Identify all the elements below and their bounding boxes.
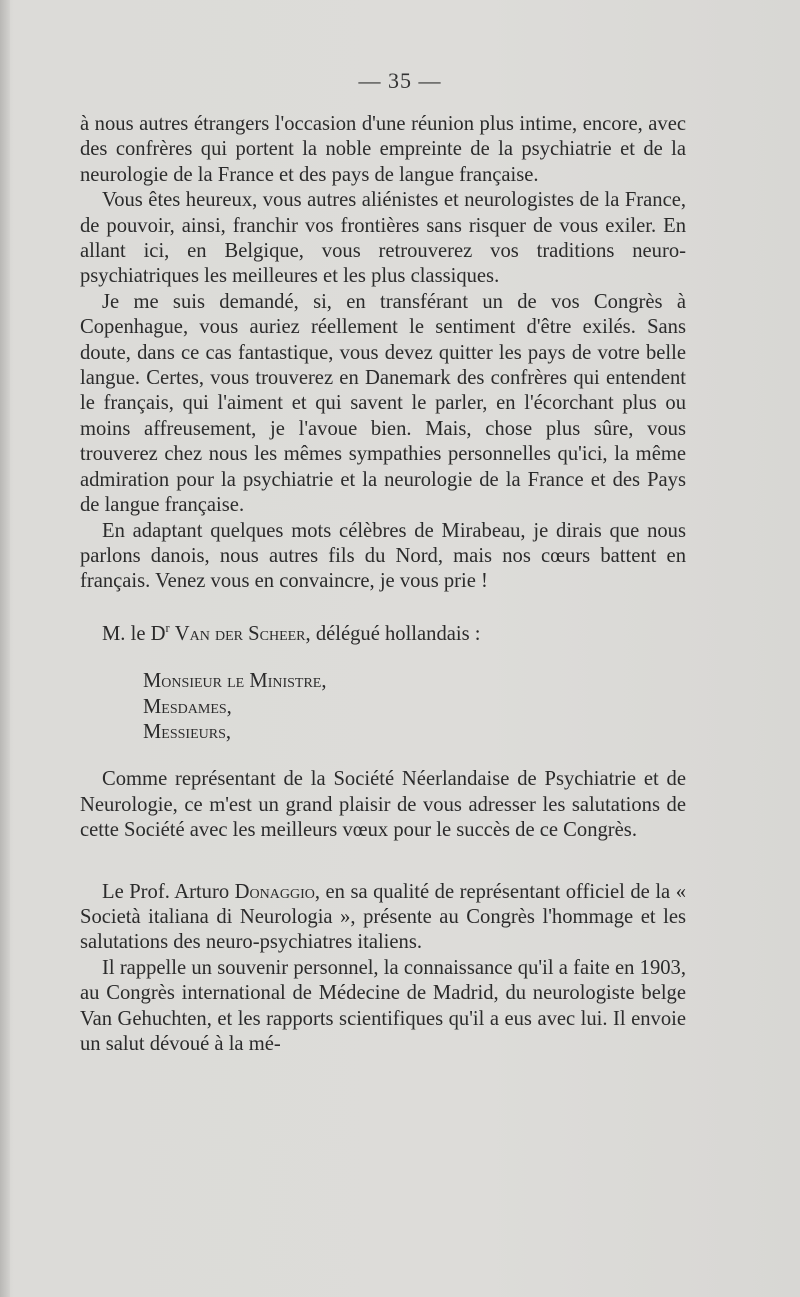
paragraph-mirabeau: En adaptant quelques mots célèbres de Mirabeau, je dirais que nous parlons danois, nous autres fils du Nord, mais nos cœurs battent en français. Venez vous en convaincre, je vous prie ! bbox=[80, 519, 686, 593]
paragraph-copenhague: Je me suis demandé, si, en transférant un de vos Congrès à Copenhague, vous auriez réellement le sentiment d'être exilés. Sans doute, dans ce cas fantastique, vous devez quitter les pays de votre belle langue. Certes, vous trouverez en Danemark des confrères qui entendent le français, qui l'aiment et qui savent le parler, en l'écorchant plus ou moins affreusement, je l'avoue bien. Mais, chose plus sûre, vous trouverez chez nous les mêmes sympathies personnelles qu'ici, la même admiration pour la psychiatrie et la neurologie de la France et des Pays de langue française. bbox=[80, 290, 686, 517]
salutation-block bbox=[80, 669, 686, 745]
speaker-van-der-scheer: M. le $D^r$ Van der Scheer, délégué hollandais : bbox=[102, 620, 481, 645]
paragraph-madrid: Il rappelle un souvenir personnel, la connaissance qu'il a faite en 1903, au Congrès international de Médecine de Madrid, du neurologiste belge Van Gehuchten, et les rapports scientifiques qu'il a eus avec lui. Il envoie un salut dévoué à la mé- bbox=[80, 956, 686, 1055]
paragraph-continuation: à nous autres étrangers l'occasion d'une réunion plus intime, encore, avec des confrères qui portent la noble empreinte de la psychiatrie et de la neurologie de la France et des pays de langue française. bbox=[80, 113, 686, 186]
salutation-line: Mesdames, bbox=[143, 695, 232, 718]
speaker-name: Donaggio bbox=[234, 880, 315, 903]
page-body bbox=[80, 112, 686, 1057]
speaker-donaggio: Le Prof. Arturo Donaggio, en sa qualité de représentant officiel de la « Società italiana di Neurologia », présente au Congrès l'hommage et les salutations des neuro-psychiatres italiens. bbox=[80, 880, 686, 954]
salutation-line: Monsieur le Ministre, bbox=[143, 670, 327, 693]
paragraph-neerlandaise: Comme représentant de la Société Néerlandaise de Psychiatrie et de Neurologie, ce m'est un grand plaisir de vous adresser les salutations de cette Société avec les meilleurs vœux pour le succès de ce Congrès. bbox=[80, 768, 686, 842]
page-gutter bbox=[0, 0, 10, 1297]
paragraph-exile: Vous êtes heureux, vous autres aliénistes et neurologistes de la France, de pouvoir, ainsi, franchir vos frontières sans risquer de vous exiler. En allant ici, en Belgique, vous retrouverez vos traditions neuro-psychiatriques les meilleures et les plus classiques. bbox=[80, 189, 686, 288]
page-number: — 35 — bbox=[358, 68, 442, 93]
salutation-line: Messieurs, bbox=[143, 720, 232, 743]
speaker-name: Van der Scheer bbox=[174, 622, 306, 645]
